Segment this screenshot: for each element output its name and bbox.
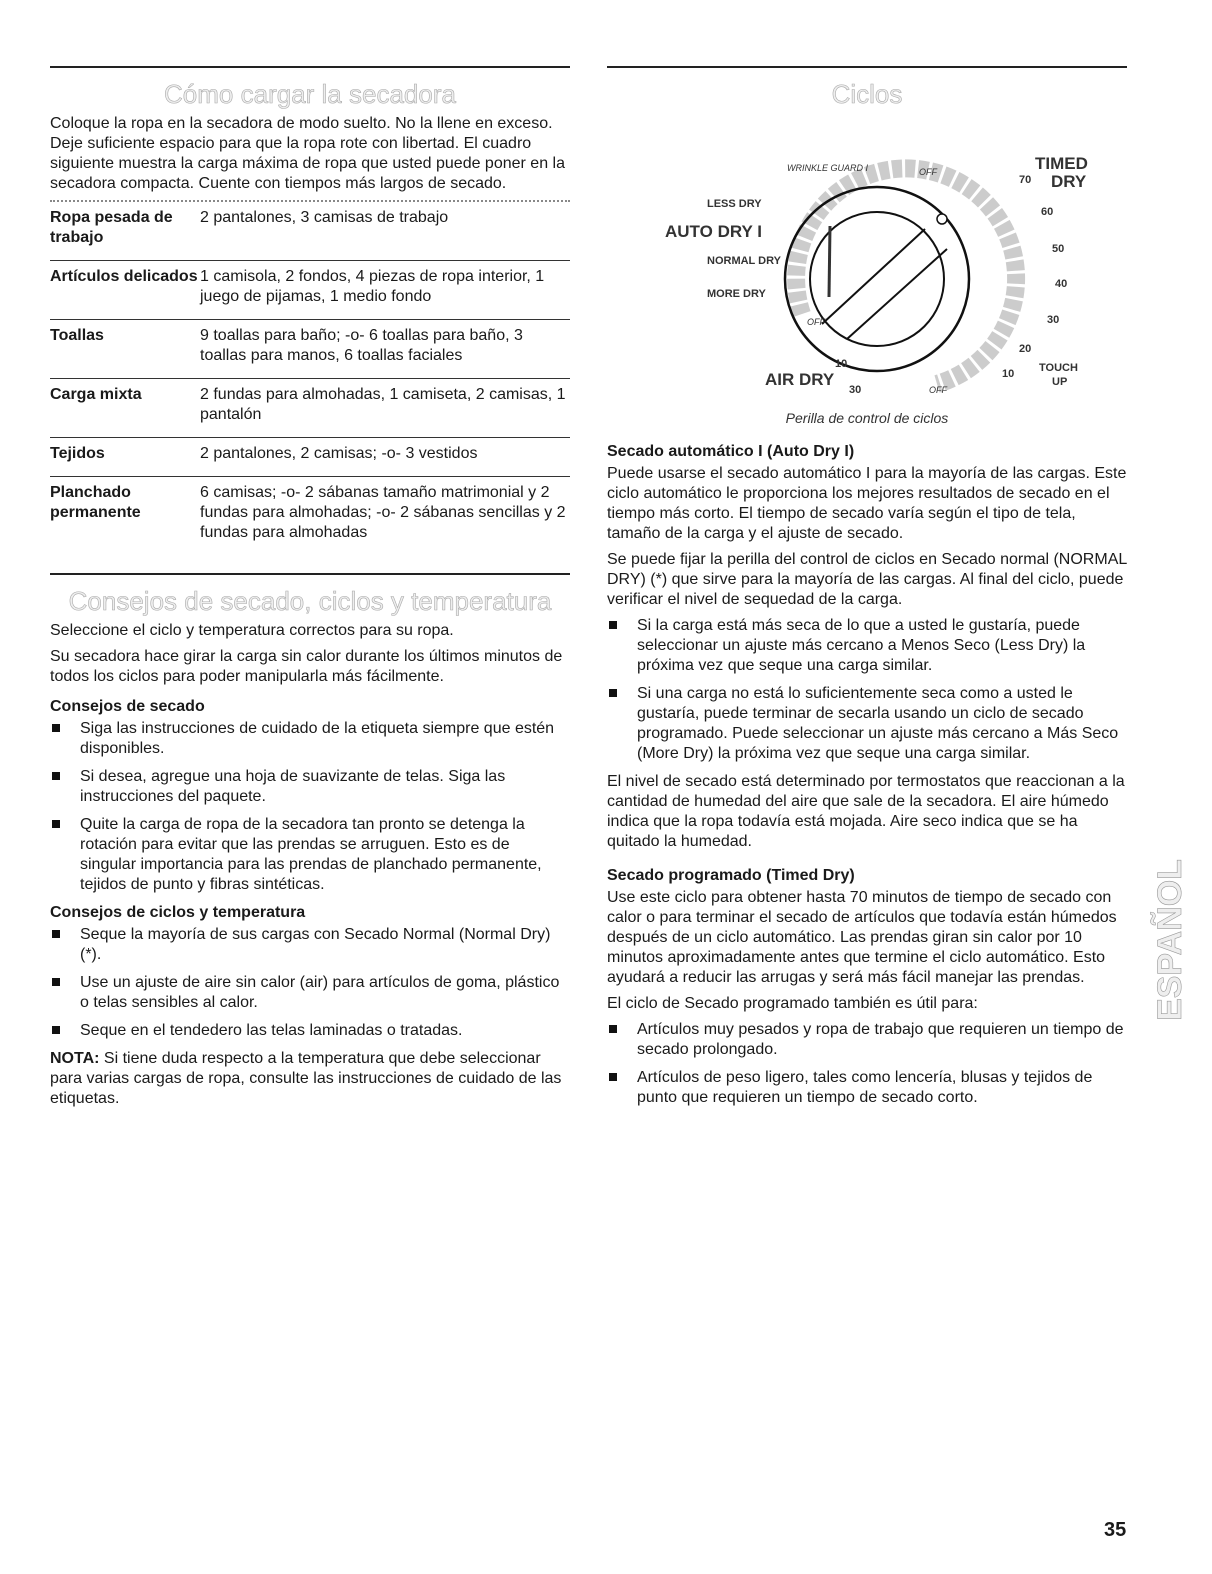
load-table — [50, 202, 570, 555]
list-item: Seque en el tendedero las telas laminadas o tratadas. — [50, 1021, 570, 1041]
label: 30 — [849, 384, 862, 396]
label: MORE DRY — [707, 288, 766, 300]
load-max: 1 camisola, 2 fondos, 4 piezas de ropa interior, 1 juego de pijamas, 1 medio fondo — [200, 261, 570, 320]
table-row — [50, 261, 570, 320]
label: 60 — [1041, 206, 1054, 218]
section-title: Consejos de secado, ciclos y temperatura — [68, 586, 552, 616]
bullet-list — [50, 719, 570, 895]
paragraph: Seleccione el ciclo y temperatura correctos para su ropa. — [50, 622, 454, 639]
table-row — [50, 202, 570, 261]
subheading: Secado programado (Timed Dry) — [607, 867, 855, 884]
label: OFF — [807, 317, 825, 327]
list-item: Si la carga está más seca de lo que a usted le gustaría, puede seleccionar un ajuste más cercano a Menos Seco (Less Dry) la próxima vez que seque una carga similar. — [607, 616, 1127, 676]
list-item: Artículos de peso ligero, tales como lencería, blusas y tejidos de punto que requieren un tiempo de secado corto. — [607, 1068, 1127, 1108]
load-type: Planchado permanente — [50, 484, 141, 521]
bullet-list — [607, 1020, 1127, 1108]
label: 10 — [835, 358, 848, 370]
paragraph: Use este ciclo para obtener hasta 70 minutos de tiempo de secado con calor o para terminar el secado de artículos que todavía están húmedos después de un ciclo automático. Las prendas giran sin calor por 10 minutos aproximadamente antes que termine el ciclo automático. Esto ayudará a reducir las arrugas y será más fácil manejar las prendas. — [607, 889, 1117, 986]
subheading: Consejos de ciclos y temperatura — [50, 904, 306, 921]
note-text: Si tiene duda respecto a la temperatura que debe seleccionar para varias cargas de ropa, consulte las instrucciones de cuidado de las etiquetas. — [50, 1050, 562, 1107]
bullet-list — [607, 616, 1127, 764]
note-label: NOTA: — [50, 1050, 100, 1067]
paragraph: El ciclo de Secado programado también es útil para: — [607, 995, 978, 1012]
figure-caption: Perilla de control de ciclos — [785, 410, 949, 426]
table-row — [50, 438, 570, 477]
bullet-list — [50, 925, 570, 1041]
label: OFF — [929, 385, 947, 395]
table-row — [50, 320, 570, 379]
subheading: Consejos de secado — [50, 698, 205, 715]
label: AUTO DRY I — [665, 222, 762, 241]
label: 70 — [1019, 174, 1032, 186]
label: LESS DRY — [707, 198, 762, 210]
table-row — [50, 379, 570, 438]
list-item: Si desea, agregue una hoja de suavizante de telas. Siga las instrucciones del paquete. — [50, 767, 570, 807]
divider — [50, 66, 570, 68]
load-type: Tejidos — [50, 438, 200, 477]
paragraph: Se puede fijar la perilla del control de ciclos en Secado normal (NORMAL DRY) (*) que sirve para la mayoría de las cargas. Al final del ciclo, puede verificar el nivel de sequedad de la carga. — [607, 551, 1127, 608]
list-item: Use un ajuste de aire sin calor (air) para artículos de goma, plástico o telas sensibles al calor. — [50, 973, 570, 1013]
load-max: 6 camisas; -o- 2 sábanas tamaño matrimonial y 2 fundas para almohadas; -o- 2 sábanas sencillas y 2 fundas para almohadas — [200, 484, 566, 541]
load-type: Toallas — [50, 320, 200, 379]
divider — [607, 66, 1127, 68]
section-title: Ciclos — [831, 79, 903, 109]
list-item: Si una carga no está lo suficientemente seca como a usted le gustaría, puede terminar de secarla usando un ciclo de secado programado. Puede seleccionar un ajuste más cercano a Más Seco (More Dry) la próxima vez que seque una carga similar. — [607, 684, 1127, 764]
load-type: Ropa pesada de trabajo — [50, 202, 200, 261]
list-item: Artículos muy pesados y ropa de trabajo que requieren un tiempo de secado prolongado. — [607, 1020, 1127, 1060]
label: DRY — [1051, 172, 1087, 191]
load-type: Carga mixta — [50, 379, 200, 438]
paragraph: El nivel de secado está determinado por termostatos que reaccionan a la cantidad de humedad del aire que sale de la secadora. El aire húmedo indica que la ropa todavía está mojada. Aire seco indica que se ha quitado la humedad. — [607, 773, 1125, 850]
label: AIR DRY — [765, 370, 835, 389]
label: TIMED — [1035, 154, 1088, 173]
page-number: 35 — [1104, 1519, 1127, 1541]
paragraph: Su secadora hace girar la carga sin calor durante los últimos minutos de todos los ciclos para poder manipularla más fácilmente. — [50, 648, 563, 685]
cycle-dial-diagram — [607, 114, 1127, 404]
divider — [50, 573, 570, 575]
list-item: Seque la mayoría de sus cargas con Secado Normal (Normal Dry) (*). — [50, 925, 570, 965]
side-tab-label: ESPAÑOL — [1151, 859, 1189, 1021]
load-max: 9 toallas para baño; -o- 6 toallas para baño, 3 toallas para manos, 6 toallas faciales — [200, 320, 570, 379]
load-max: 2 fundas para almohadas, 1 camiseta, 2 camisas, 1 pantalón — [200, 379, 570, 438]
label: 30 — [1047, 314, 1060, 326]
label: TOUCH — [1039, 362, 1078, 374]
right-column — [607, 66, 1127, 1116]
label: 50 — [1052, 243, 1065, 255]
load-type: Artículos delicados — [50, 261, 200, 320]
label: OFF — [919, 167, 937, 177]
section-title: Cómo cargar la secadora — [164, 79, 456, 109]
label: 40 — [1055, 278, 1068, 290]
table-row — [50, 477, 570, 556]
load-max: 2 pantalones, 2 camisas; -o- 3 vestidos — [200, 438, 570, 477]
load-max: 2 pantalones, 3 camisas de trabajo — [200, 202, 570, 261]
left-column — [50, 66, 570, 1115]
intro-text: Coloque la ropa en la secadora de modo suelto. No la llene en exceso. Deje suficiente espacio para que la ropa rote con libertad. El cuadro siguiente muestra la carga máxima de ropa que usted puede poner en la secadora compacta. Cuente con tiempos más largos de secado. — [50, 115, 565, 192]
language-side-tab — [1150, 820, 1190, 1060]
label: 20 — [1019, 343, 1032, 355]
label: 10 — [1002, 368, 1015, 380]
subheading: Secado automático I (Auto Dry I) — [607, 443, 855, 460]
list-item: Quite la carga de ropa de la secadora tan pronto se detenga la rotación para evitar que las prendas se arruguen. Esto es de singular importancia para las prendas de planchado permanente, tejidos de punto y fibras sintéticas. — [50, 815, 570, 895]
note — [50, 1049, 570, 1109]
label: WRINKLE GUARD I — [787, 163, 869, 173]
list-item: Siga las instrucciones de cuidado de la etiqueta siempre que estén disponibles. — [50, 719, 570, 759]
paragraph: Puede usarse el secado automático I para la mayoría de las cargas. Este ciclo automático le proporciona los mejores resultados de secado en el tiempo más corto. El tiempo de secado varía según el tipo de tela, tamaño de la carga y el ajuste de secado. — [607, 465, 1127, 542]
label: NORMAL DRY — [707, 255, 781, 267]
label: UP — [1052, 376, 1068, 388]
